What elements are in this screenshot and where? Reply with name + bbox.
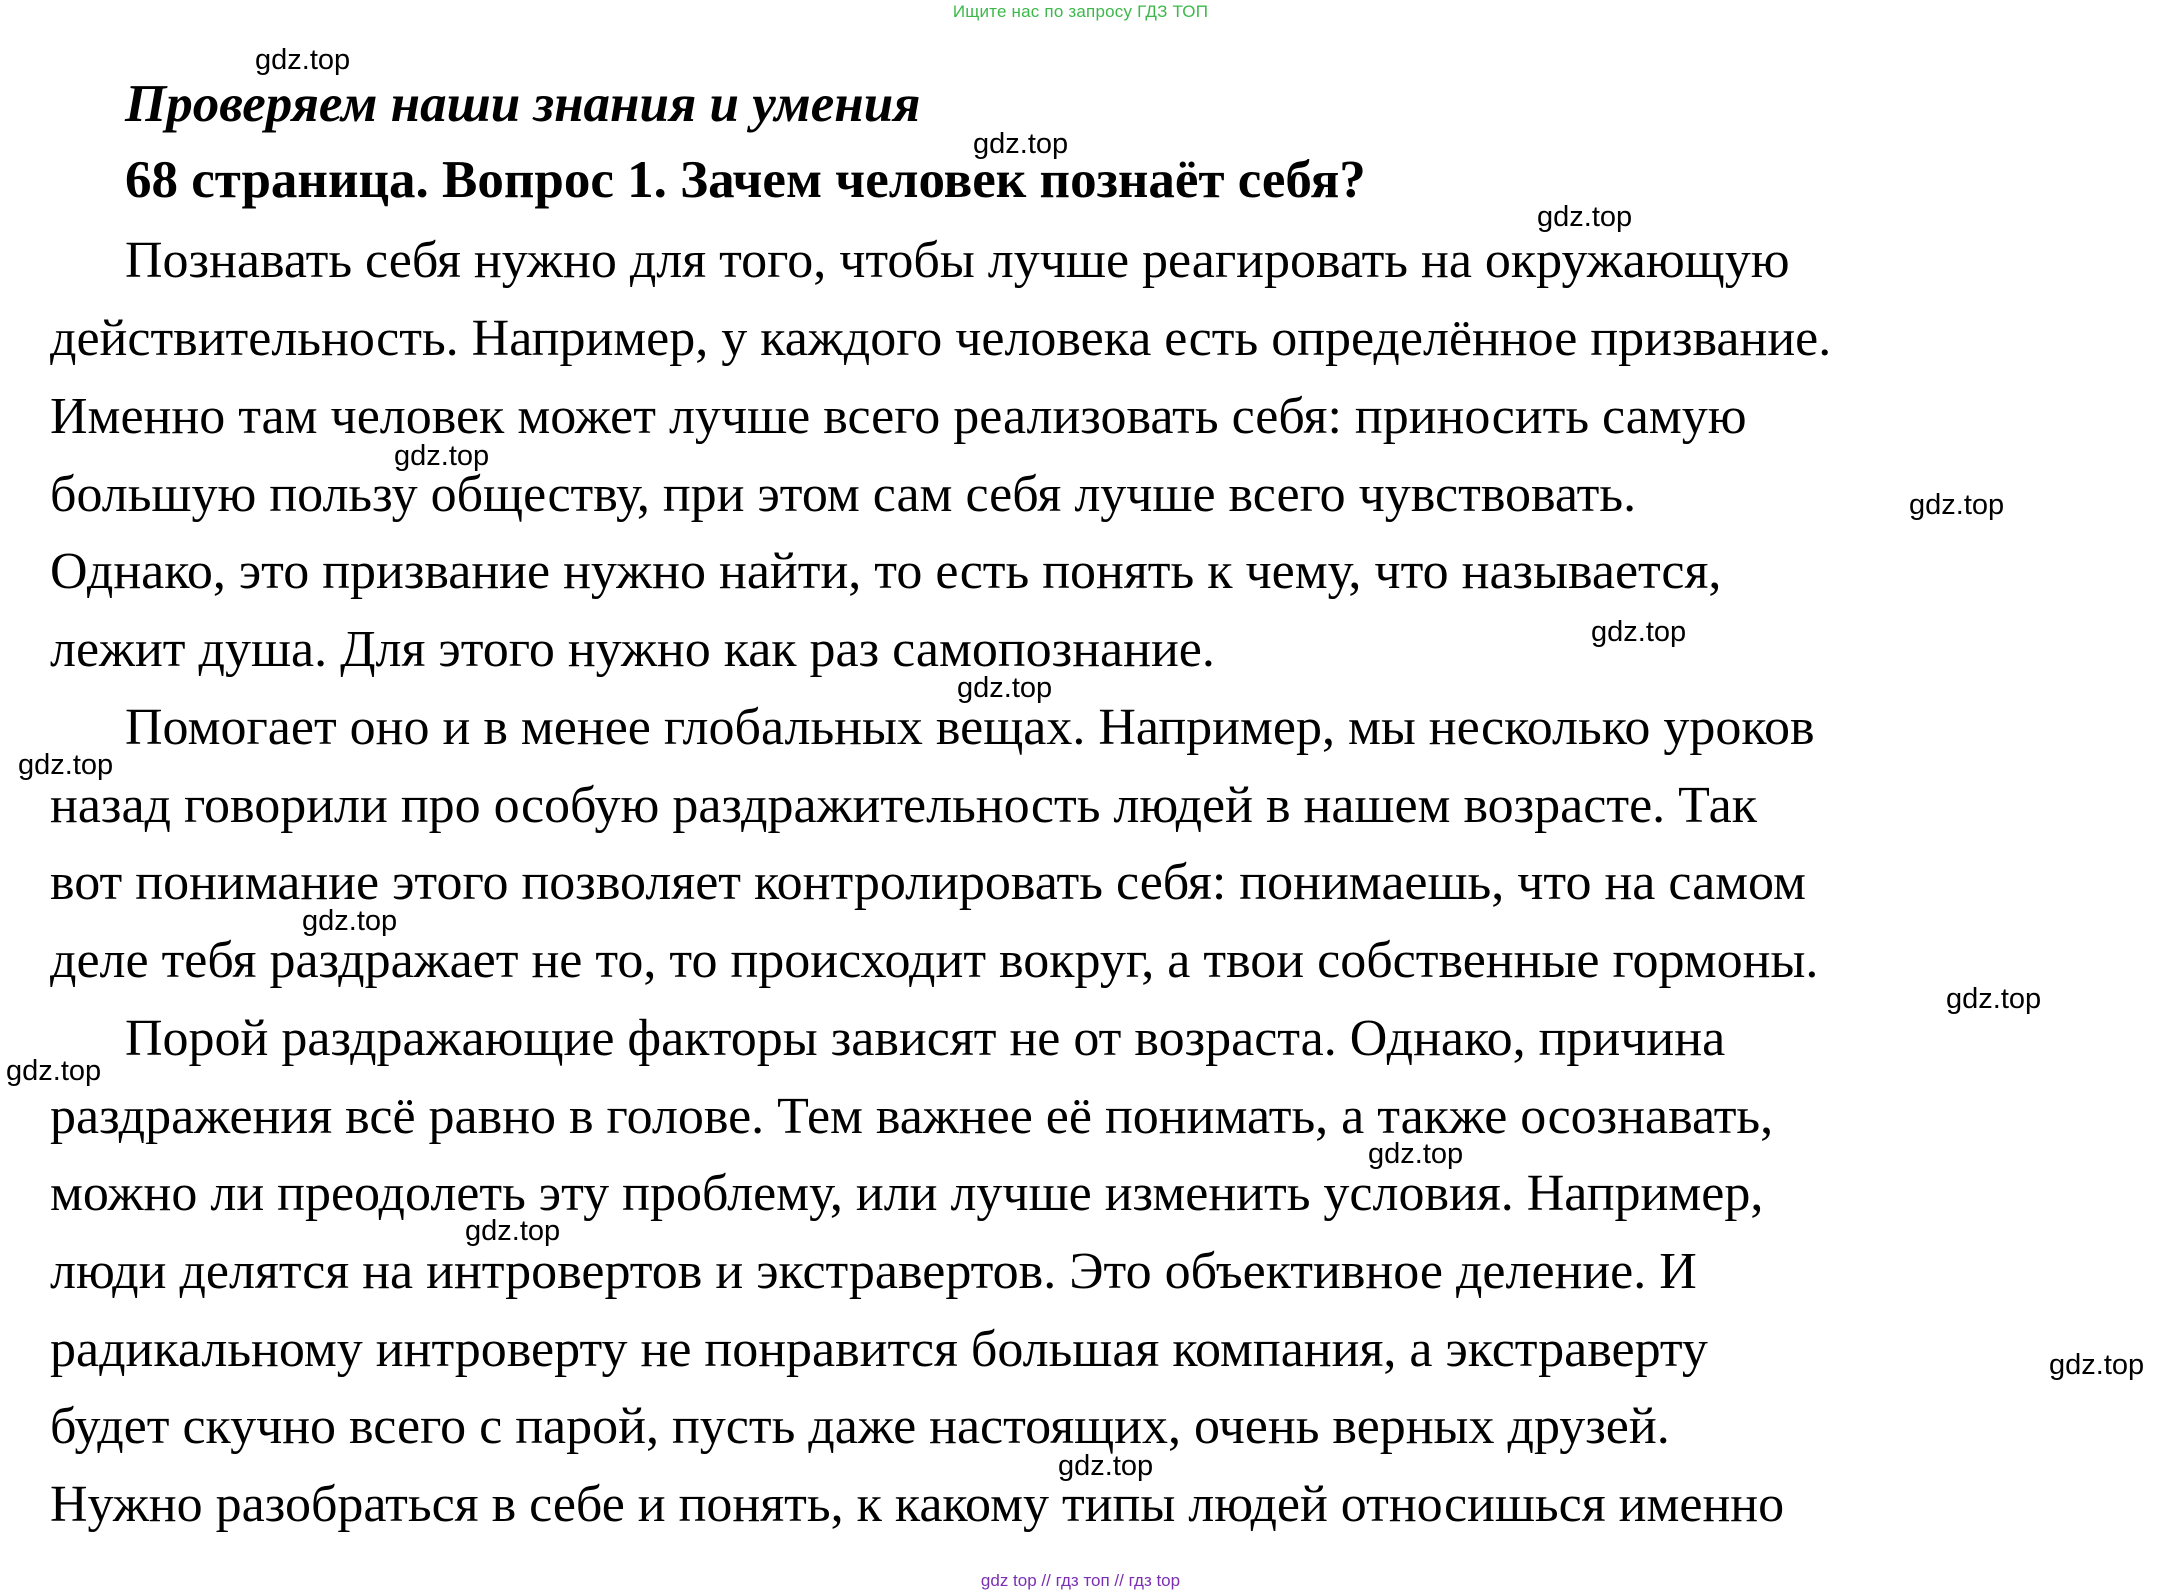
- text-line: назад говорили про особую раздражительность людей в нашем возрасте. Так: [50, 777, 1757, 834]
- text-line: раздражения всё равно в голове. Тем важнее её понимать, а также осознавать,: [50, 1088, 1774, 1145]
- text-line: большую пользу обществу, при этом сам себя лучше всего чувствовать.: [50, 466, 1637, 523]
- text-line: Порой раздражающие факторы зависят не от возраста. Однако, причина: [125, 1010, 1726, 1067]
- watermark: gdz.top: [1591, 616, 1687, 648]
- text-line: можно ли преодолеть эту проблему, или лучше изменить условия. Например,: [50, 1165, 1764, 1222]
- watermark: gdz.top: [1909, 489, 2005, 521]
- text-line: радикальному интроверту не понравится большая компания, а экстраверту: [50, 1321, 1708, 1378]
- watermark: gdz.top: [973, 128, 1069, 160]
- text-line: Нужно разобраться в себе и понять, к какому типы людей относишься именно: [50, 1476, 1785, 1533]
- text-line: будет скучно всего с парой, пусть даже настоящих, очень верных друзей.: [50, 1398, 1670, 1455]
- text-line: Помогает оно и в менее глобальных вещах. Например, мы несколько уроков: [125, 699, 1815, 756]
- watermark: gdz.top: [465, 1215, 561, 1247]
- search-banner: Ищите нас по запросу ГДЗ ТОП: [952, 2, 1209, 21]
- section-title: Проверяем наши знания и умения: [125, 75, 921, 133]
- footer-banner: gdz top // гдз топ // гдз top: [980, 1571, 1181, 1590]
- watermark: gdz.top: [1368, 1138, 1464, 1170]
- watermark: gdz.top: [18, 749, 114, 781]
- watermark: gdz.top: [302, 905, 398, 937]
- text-line: Именно там человек может лучше всего реализовать себя: приносить самую: [50, 388, 1747, 445]
- watermark: gdz.top: [6, 1055, 102, 1087]
- text-line: Однако, это призвание нужно найти, то есть понять к чему, что называется,: [50, 543, 1722, 600]
- text-line: вот понимание этого позволяет контролировать себя: понимаешь, что на самом: [50, 854, 1806, 911]
- watermark: gdz.top: [394, 440, 490, 472]
- question-heading: 68 страница. Вопрос 1. Зачем человек познаёт себя?: [125, 151, 1366, 209]
- watermark: gdz.top: [957, 672, 1053, 704]
- watermark: gdz.top: [1537, 201, 1633, 233]
- watermark: gdz.top: [255, 44, 351, 76]
- text-line: действительность. Например, у каждого человека есть определённое призвание.: [50, 310, 1832, 367]
- text-line: люди делятся на интровертов и экстравертов. Это объективное деление. И: [50, 1243, 1697, 1300]
- text-line: Познавать себя нужно для того, чтобы лучше реагировать на окружающую: [125, 232, 1790, 289]
- watermark: gdz.top: [2049, 1349, 2145, 1381]
- text-line: деле тебя раздражает не то, то происходит вокруг, а твои собственные гормоны.: [50, 932, 1819, 989]
- text-line: лежит душа. Для этого нужно как раз самопознание.: [50, 621, 1215, 678]
- watermark: gdz.top: [1058, 1450, 1154, 1482]
- watermark: gdz.top: [1946, 983, 2042, 1015]
